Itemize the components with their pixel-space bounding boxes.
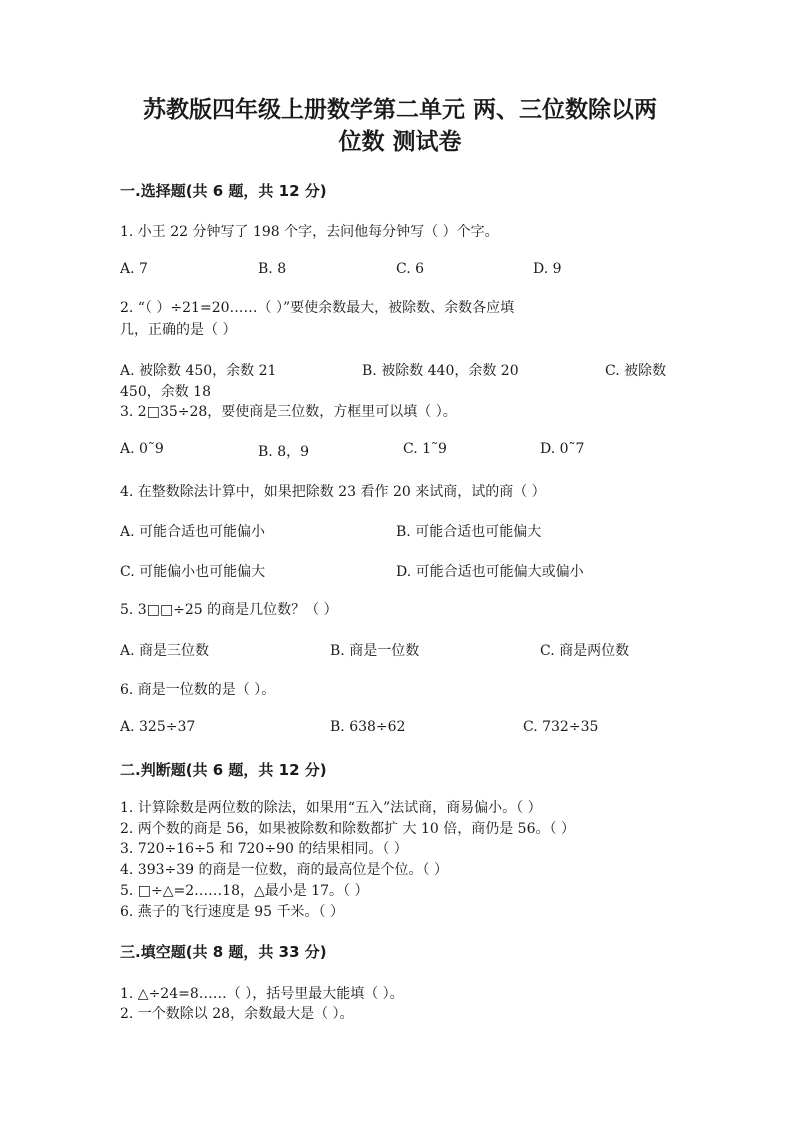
choice-5-option-a: A. 商是三位数 xyxy=(120,643,210,659)
choice-6-option-a: A. 325÷37 xyxy=(120,719,196,735)
choice-4-option-b: B. 可能合适也可能偏大 xyxy=(396,524,542,540)
choice-5-option-c: C. 商是两位数 xyxy=(540,643,630,659)
choice-1-option-b: B. 8 xyxy=(258,261,287,277)
choice-2-option-a: A. 被除数 450，余数 21 xyxy=(120,363,277,379)
title-line-1: 苏教版四年级上册数学第二单元 两、三位数除以两 xyxy=(142,97,657,123)
choice-question-3: 3. 2□35÷28，要使商是三位数，方框里可以填（ ）。 xyxy=(120,404,457,420)
choice-1-option-c: C. 6 xyxy=(396,261,425,277)
judge-item-4: 4. 393÷39 的商是一位数，商的最高位是个位。（ ） xyxy=(120,862,448,878)
section-heading-choice: 一.选择题(共 6 题，共 12 分) xyxy=(120,182,327,200)
choice-2-option-c: C. 被除数 xyxy=(605,363,667,379)
choice-4-option-d: D. 可能合适也可能偏大或偏小 xyxy=(396,564,584,580)
section-heading-judge: 二.判断题(共 6 题，共 12 分) xyxy=(120,761,327,779)
title-line-2: 位数 测试卷 xyxy=(338,129,462,155)
fill-item-2: 2. 一个数除以 28，余数最大是（ ）。 xyxy=(120,1006,354,1022)
judge-item-1: 1. 计算除数是两位数的除法，如果用“五入”法试商，商易偏小。（ ） xyxy=(120,800,542,816)
choice-4-option-a: A. 可能合适也可能偏小 xyxy=(120,524,266,540)
choice-question-2 xyxy=(120,297,680,341)
choice-6-option-c: C. 732÷35 xyxy=(523,719,599,735)
choice-1-option-d: D. 9 xyxy=(533,261,562,277)
section-heading-fill: 三.填空题(共 8 题，共 33 分) xyxy=(120,943,327,961)
choice-6-option-b: B. 638÷62 xyxy=(330,719,406,735)
choice-2-option-c-continued: 450，余数 18 xyxy=(120,384,211,400)
choice-question-5: 5. 3□□÷25 的商是几位数？（ ） xyxy=(120,602,338,618)
judge-item-6: 6. 燕子的飞行速度是 95 千米。（ ） xyxy=(120,904,344,920)
choice-1-option-a: A. 7 xyxy=(120,261,148,277)
choice-3-option-c: C. 1˜9 xyxy=(403,441,447,457)
choice-2-option-b: B. 被除数 440，余数 20 xyxy=(362,363,519,379)
choice-3-option-a: A. 0˜9 xyxy=(120,441,164,457)
choice-5-option-b: B. 商是一位数 xyxy=(330,643,420,659)
choice-question-1: 1. 小王 22 分钟写了 198 个字，去问他每分钟写（ ）个字。 xyxy=(120,224,499,240)
choice-3-option-d: D. 0˜7 xyxy=(540,441,585,457)
choice-3-option-b: B. 8，9 xyxy=(258,444,310,460)
judge-item-3: 3. 720÷16÷5 和 720÷90 的结果相同。（ ） xyxy=(120,841,408,857)
judge-item-5: 5. □÷△=2……18，△最小是 17。（ ） xyxy=(120,883,369,899)
fill-item-1: 1. △÷24=8……（ ），括号里最大能填（ ）。 xyxy=(120,986,404,1002)
choice-question-6: 6. 商是一位数的是（ ）。 xyxy=(120,682,276,698)
judge-item-2: 2. 两个数的商是 56，如果被除数和除数都扩 大 10 倍，商仍是 56。（ ） xyxy=(120,821,575,837)
choice-2-line-1: 2. “（ ）÷21=20……（ ）”要使余数最大，被除数、余数各应填 xyxy=(120,300,515,316)
page-title xyxy=(100,94,700,158)
choice-4-option-c: C. 可能偏小也可能偏大 xyxy=(120,564,266,580)
choice-question-4: 4. 在整数除法计算中，如果把除数 23 看作 20 来试商，试的商（ ） xyxy=(120,484,546,500)
choice-2-line-2: 几，正确的是（ ） xyxy=(120,322,237,338)
